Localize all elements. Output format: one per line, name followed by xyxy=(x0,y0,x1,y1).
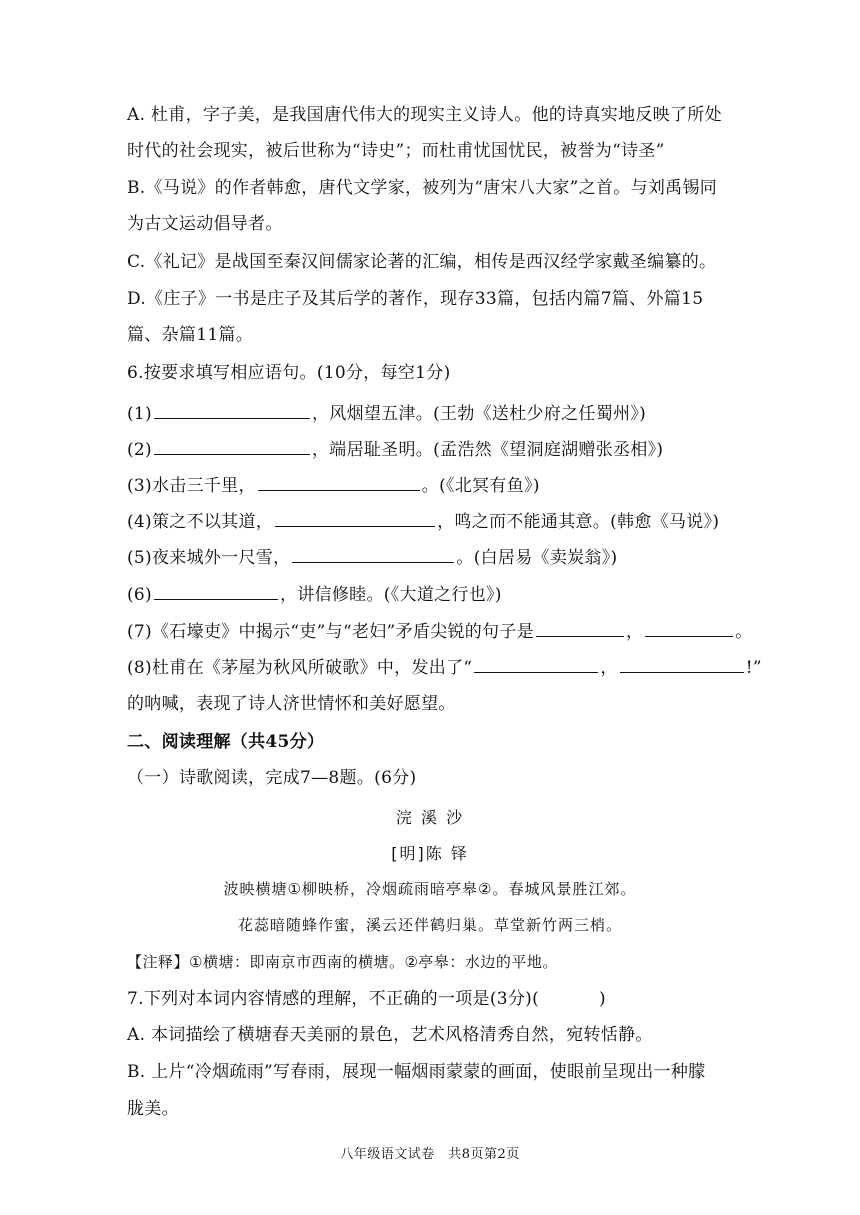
option-d-line2: 篇、杂篇11篇。 xyxy=(127,325,254,345)
page-footer: 八年级语文试卷 共8页第2页 xyxy=(340,1147,520,1162)
option-d-line1: D.《庄子》一书是庄子及其后学的著作，现存33篇，包括内篇7篇、外篇15 xyxy=(127,289,704,309)
q6-item-1: (1) ，风烟望五津。(王勃《送杜少府之任蜀州》) xyxy=(127,404,647,424)
poem-title: 浣 溪 沙 xyxy=(395,808,465,827)
answer-blank[interactable] xyxy=(154,583,278,600)
q6-item-2: (2) ，端居耻圣明。(孟浩然《望洞庭湖赠张丞相》) xyxy=(127,440,664,460)
q7-option-a: A. 本词描绘了横塘春天美丽的景色，艺术风格清秀自然，宛转恬静。 xyxy=(127,1025,653,1045)
answer-blank[interactable] xyxy=(645,620,733,637)
q6-item-4: (4)策之不以其道， ，鸣之而不能通其意。(韩愈《马说》) xyxy=(127,512,720,532)
poem-note: 【注释】①横塘：即南京市西南的横塘。②亭皋：水边的平地。 xyxy=(127,953,558,971)
option-a-line1: A. 杜甫，字子美，是我国唐代伟大的现实主义诗人。他的诗真实地反映了所处 xyxy=(127,105,722,125)
answer-blank[interactable] xyxy=(258,474,420,491)
q6-item-3: (3)水击三千里， 。(《北冥有鱼》) xyxy=(127,476,540,496)
poem-author: [明]陈 铎 xyxy=(391,844,469,863)
option-b-line1: B.《马说》的作者韩愈，唐代文学家，被列为“唐宋八大家”之首。与刘禹锡同 xyxy=(127,178,718,198)
poem-line-1: 波映横塘①柳映桥，冷烟疏雨暗亭皋②。春城风景胜江郊。 xyxy=(223,880,637,898)
option-b-line2: 为古文运动倡导者。 xyxy=(127,214,283,234)
q6-item-8: (8)杜甫在《茅屋为秋风所破歌》中，发出了“ ， !” xyxy=(127,658,762,678)
q7-option-b-line2: 胧美。 xyxy=(127,1099,179,1119)
answer-blank[interactable] xyxy=(292,546,454,563)
answer-blank[interactable] xyxy=(275,510,435,527)
question-7-title: 7.下列对本词内容情感的理解，不正确的一项是(3分)( ) xyxy=(127,989,606,1009)
section-2-sub1: （一）诗歌阅读，完成7—8题。(6分) xyxy=(127,768,417,788)
answer-blank[interactable] xyxy=(154,438,310,455)
answer-blank[interactable] xyxy=(536,620,624,637)
section-2-title: 二、阅读理解（共45分） xyxy=(127,732,325,752)
option-a-line2: 时代的社会现实，被后世称为“诗史”；而杜甫忧国忧民，被誉为“诗圣” xyxy=(127,141,665,161)
q6-item-6: (6) ，讲信修睦。(《大道之行也》) xyxy=(127,585,502,605)
option-c-line1: C.《礼记》是战国至秦汉间儒家论著的汇编，相传是西汉经学家戴圣编纂的。 xyxy=(127,252,717,272)
question-6-title: 6.按要求填写相应语句。(10分，每空1分) xyxy=(127,363,451,383)
answer-blank[interactable] xyxy=(620,656,744,673)
answer-blank[interactable] xyxy=(474,656,598,673)
poem-line-2: 花蕊暗随蜂作蜜，溪云还伴鹤归巢。草堂新竹两三梢。 xyxy=(237,916,622,934)
q7-option-b-line1: B. 上片“冷烟疏雨”写春雨，展现一幅烟雨蒙蒙的画面，使眼前呈现出一种朦 xyxy=(127,1062,706,1082)
answer-blank[interactable] xyxy=(154,402,310,419)
q6-item-7: (7)《石壕吏》中揭示“吏”与“老妇”矛盾尖锐的句子是 ， 。 xyxy=(127,622,753,642)
q6-item-8-line2: 的呐喊，表现了诗人济世情怀和美好愿望。 xyxy=(127,694,456,714)
q6-item-5: (5)夜来城外一尺雪， 。(白居易《卖炭翁》) xyxy=(127,548,618,568)
